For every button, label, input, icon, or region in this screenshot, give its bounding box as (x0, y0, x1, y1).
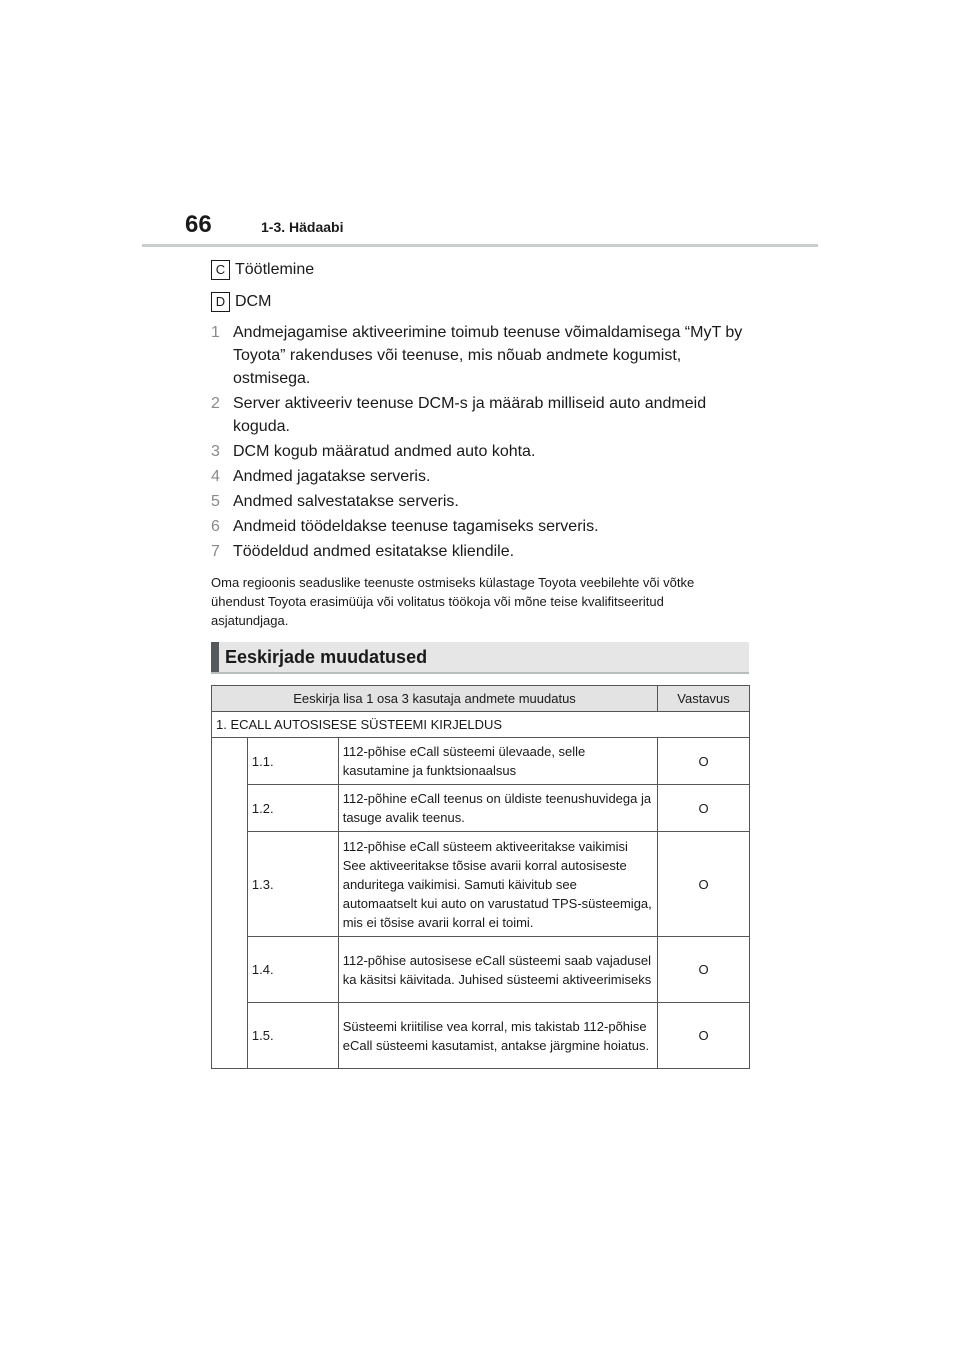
step-item (211, 515, 756, 538)
table-row (212, 738, 750, 785)
header-divider (142, 244, 818, 247)
row-text: 112-põhise eCall süsteemi ülevaade, selle kasutamine ja funktsionaalsus (338, 738, 657, 785)
page-number: 66 (185, 211, 212, 238)
section-heading: Eeskirjade muudatused (225, 646, 428, 667)
heading-accent-bar (211, 642, 219, 672)
step-item (211, 465, 756, 488)
table-row (212, 1003, 750, 1069)
step-item (211, 440, 756, 463)
step-item (211, 540, 756, 563)
step-number: 5 (211, 493, 220, 510)
step-text: Andmed salvestatakse serveris. (233, 493, 459, 510)
indent-cell (212, 738, 248, 1069)
letter-box-d: D (211, 292, 230, 312)
steps-list (211, 321, 756, 565)
step-item (211, 490, 756, 513)
step-text: Andmeid töödeldakse teenuse tagamiseks serveris. (233, 518, 599, 535)
table-section-row (212, 712, 750, 738)
step-number: 3 (211, 443, 220, 460)
table-row (212, 785, 750, 832)
row-mark: O (658, 832, 750, 937)
note-paragraph: Oma regioonis seaduslike teenuste ostmiseks külastage Toyota veebilehte või võtke ühendust Toyota erasimüüja või volitatus töökoja või mõne teise kvalifitseeritud asjatundjaga. (211, 575, 695, 628)
step-text: Töödeldud andmed esitatakse kliendile. (233, 543, 515, 560)
section-heading-band (211, 642, 749, 674)
labeled-item-text: Töötlemine (235, 261, 315, 278)
regulation-table (211, 685, 750, 1069)
labeled-item-text: DCM (235, 293, 272, 310)
row-mark: O (658, 1003, 750, 1069)
letter-box-c: C (211, 260, 230, 280)
row-id: 1.1. (247, 738, 338, 785)
step-number: 2 (211, 395, 220, 412)
step-text: Andmejagamise aktiveerimine toimub teenuse võimaldamisega “MyT by Toyota” rakenduses või teenuse, mis nõuab andmete kogumist, ostmisega. (233, 324, 743, 387)
table-row (212, 937, 750, 1003)
step-number: 1 (211, 324, 220, 341)
step-number: 6 (211, 518, 220, 535)
table-header-row (212, 686, 750, 712)
row-id: 1.2. (247, 785, 338, 832)
column-header-compliance: Vastavus (658, 686, 750, 712)
row-text: 112-põhise eCall süsteem aktiveeritakse vaikimisi See aktiveeritakse tõsise avarii korral autosiseste anduritega vaikimisi. Samuti käivitub see automaatselt kui auto on varustatud TPS-süsteemiga, mis ei tõsise avarii korral ei toimi. (338, 832, 657, 937)
row-id: 1.5. (247, 1003, 338, 1069)
step-number: 4 (211, 468, 220, 485)
row-mark: O (658, 785, 750, 832)
step-number: 7 (211, 543, 220, 560)
row-id: 1.3. (247, 832, 338, 937)
column-header-change: Eeskirja lisa 1 osa 3 kasutaja andmete muudatus (212, 686, 658, 712)
table-row (212, 832, 750, 937)
row-id: 1.4. (247, 937, 338, 1003)
row-mark: O (658, 738, 750, 785)
row-mark: O (658, 937, 750, 1003)
row-text: 112-põhine eCall teenus on üldiste teenushuvidega ja tasuge avalik teenus. (338, 785, 657, 832)
row-text: 112-põhise autosisese eCall süsteemi saab vajadusel ka käsitsi käivitada. Juhised süsteemi aktiveerimiseks (338, 937, 657, 1003)
step-text: Server aktiveeriv teenuse DCM-s ja määrab milliseid auto andmeid koguda. (233, 395, 707, 435)
labeled-item-c (211, 260, 314, 280)
section-title: 1-3. Hädaabi (261, 219, 344, 235)
step-item (211, 321, 756, 390)
step-text: Andmed jagatakse serveris. (233, 468, 431, 485)
row-text: Süsteemi kriitilise vea korral, mis takistab 112-põhise eCall süsteemi kasutamist, antakse järgmine hoiatus. (338, 1003, 657, 1069)
table-section-title: 1. ECALL AUTOSISESE SÜSTEEMI KIRJELDUS (212, 712, 750, 738)
step-item (211, 392, 756, 438)
step-text: DCM kogub määratud andmed auto kohta. (233, 443, 536, 460)
labeled-item-d (211, 292, 271, 312)
